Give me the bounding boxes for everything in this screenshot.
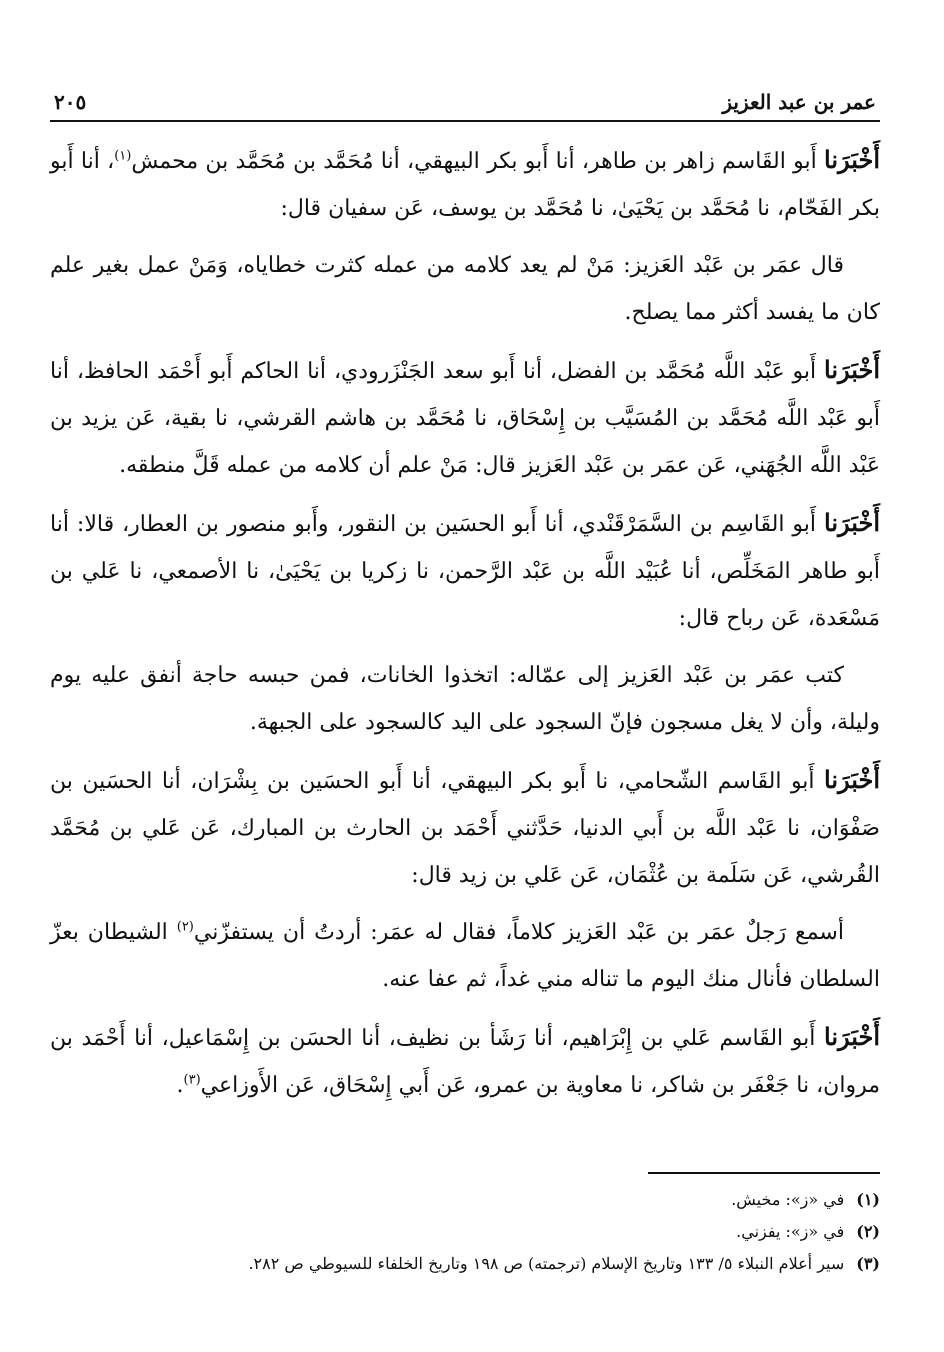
main-text [50,136,880,1109]
isnad-paragraph-5 [50,1013,880,1109]
footnote-2 [50,1216,880,1248]
akhbarana-lead: أَخْبَرَنا [824,1022,880,1051]
isnad-text-continued: . [176,1073,184,1098]
isnad-paragraph-1 [50,136,880,232]
book-page [50,82,880,1302]
page-number: ٢٠٥ [54,90,87,114]
akhbarana-lead: أَخْبَرَنا [824,355,880,384]
isnad-text-continued: ، أنا أَبو بكر الفَحّام، نا مُحَمَّد بن يَحْيَىٰ، نا مُحَمَّد بن يوسف، عَن سفيان قال: [50,149,880,221]
footnote-ref-3[interactable]: (٣) [183,1072,201,1088]
footnote-text: في «ز»: مخيش. [731,1190,845,1209]
isnad-paragraph-4 [50,756,880,899]
isnad-text: أَبو عَبْد اللَّه مُحَمَّد بن الفضل، أنا أَبو سعد الجَنْزَرودي، أنا الحاكم أَبو أَحْمَد الحافظ، أنا أَبو عَبْد اللَّه مُحَمَّد بن المُسَيَّب بن إِسْحَاق، نا مُحَمَّد بن هاشم القرشي، نا بقية، عَن يزيد بن عَبْد اللَّه الجُهَني، عَن عمَر بن عَبْد العَزيز قال: مَنْ علم أن كلامه من عمله قَلَّ منطقه. [50,359,880,478]
isnad-text: أَبو القَاسم الشّحامي، نا أَبو بكر البيهقي، أنا أَبو الحسَين بن بِشْرَان، أنا الحسَين بن صَفْوَان، نا عَبْد اللَّه بن أَبي الدنيا، حَدَّثني أَحْمَد بن الحارث بن المبارك، عَن عَلي بن مُحَمَّد القُرشي، عَن سَلَمة بن عُثْمَان، عَن عَلي بن زيد قال: [50,769,880,888]
akhbarana-lead: أَخْبَرَنا [824,508,881,537]
footnote-ref-2[interactable]: (٢) [176,919,194,935]
footnote-number: (٣) [856,1254,880,1273]
running-title: عمر بن عبد العزيز [722,90,876,114]
isnad-text: أَبو القَاسم عَلي بن إِبْرَاهيم، أنا رَشَأ بن نظيف، أنا الحسَن بن إِسْمَاعيل، أنا أَحْمَد بن مروان، نا جَعْفَر بن شاكر، نا معاوية بن عمرو، عَن أَبي إِسْحَاق، عَن الأَوزاعي [50,1026,880,1098]
isnad-paragraph-2 [50,346,880,489]
footnote-ref-1[interactable]: (١) [114,148,132,164]
footnotes [50,1184,880,1280]
quote-text: أسمع رَجلٌ عمَر بن عَبْد العَزيز كلاماً، فقال له عمَر: أردتُ أن يستفزّني [193,920,844,945]
akhbarana-lead: أَخْبَرَنا [824,145,881,174]
running-header [50,82,880,122]
isnad-text: أَبو القَاسم زاهر بن طاهر، أنا أَبو بكر البيهقي، أنا مُحَمَّد بن مُحَمَّد بن محمش [131,149,817,174]
footnote-number: (١) [856,1190,880,1209]
footnote-number: (٢) [856,1222,880,1241]
footnote-3 [50,1248,880,1280]
quote-paragraph-2: كتب عمَر بن عَبْد العَزيز إلى عمّاله: اتخذوا الخانات، فمن حبسه حاجة أنفق عليه يوم وليلة، وأن لا يغل مسجون فإنّ السجود على اليد كالسجود على الجبهة. [50,663,880,735]
footnote-text: سير أعلام النبلاء ٥/ ١٣٣ وتاريخ الإسلام (ترجمته) ص ١٩٨ وتاريخ الخلفاء للسيوطي ص ٢٨٢. [248,1254,845,1273]
quote-paragraph-1: قال عمَر بن عَبْد العَزيز: مَنْ لم يعد كلامه من عمله كثرت خطاياه، وَمَنْ عمل بغير علم كان ما يفسد أكثر مما يصلح. [50,253,880,325]
footnote-1 [50,1184,880,1216]
quote-text-continued: الشيطان بعزّ السلطان فأنال منك اليوم ما تناله مني غداً، ثم عفا عنه. [50,920,880,992]
isnad-text: أَبو القَاسِم بن السَّمَرْقَنْدي، أنا أَبو الحسَين بن النقور، وأَبو منصور بن العطار، قالا: أنا أَبو طاهر المَخَلِّص، أنا عُبَيْد اللَّه بن عَبْد الرَّحمن، نا زكريا بن يَحْيَىٰ، نا الأصمعي، نا عَلي بن مَسْعَدة، عَن رباح قال: [50,512,880,631]
footnote-text: في «ز»: يفزني. [736,1222,845,1241]
quote-paragraph-3 [50,909,880,1003]
akhbarana-lead: أَخْبَرَنا [824,765,880,794]
isnad-paragraph-3 [50,499,880,642]
footnote-separator [648,1172,880,1174]
